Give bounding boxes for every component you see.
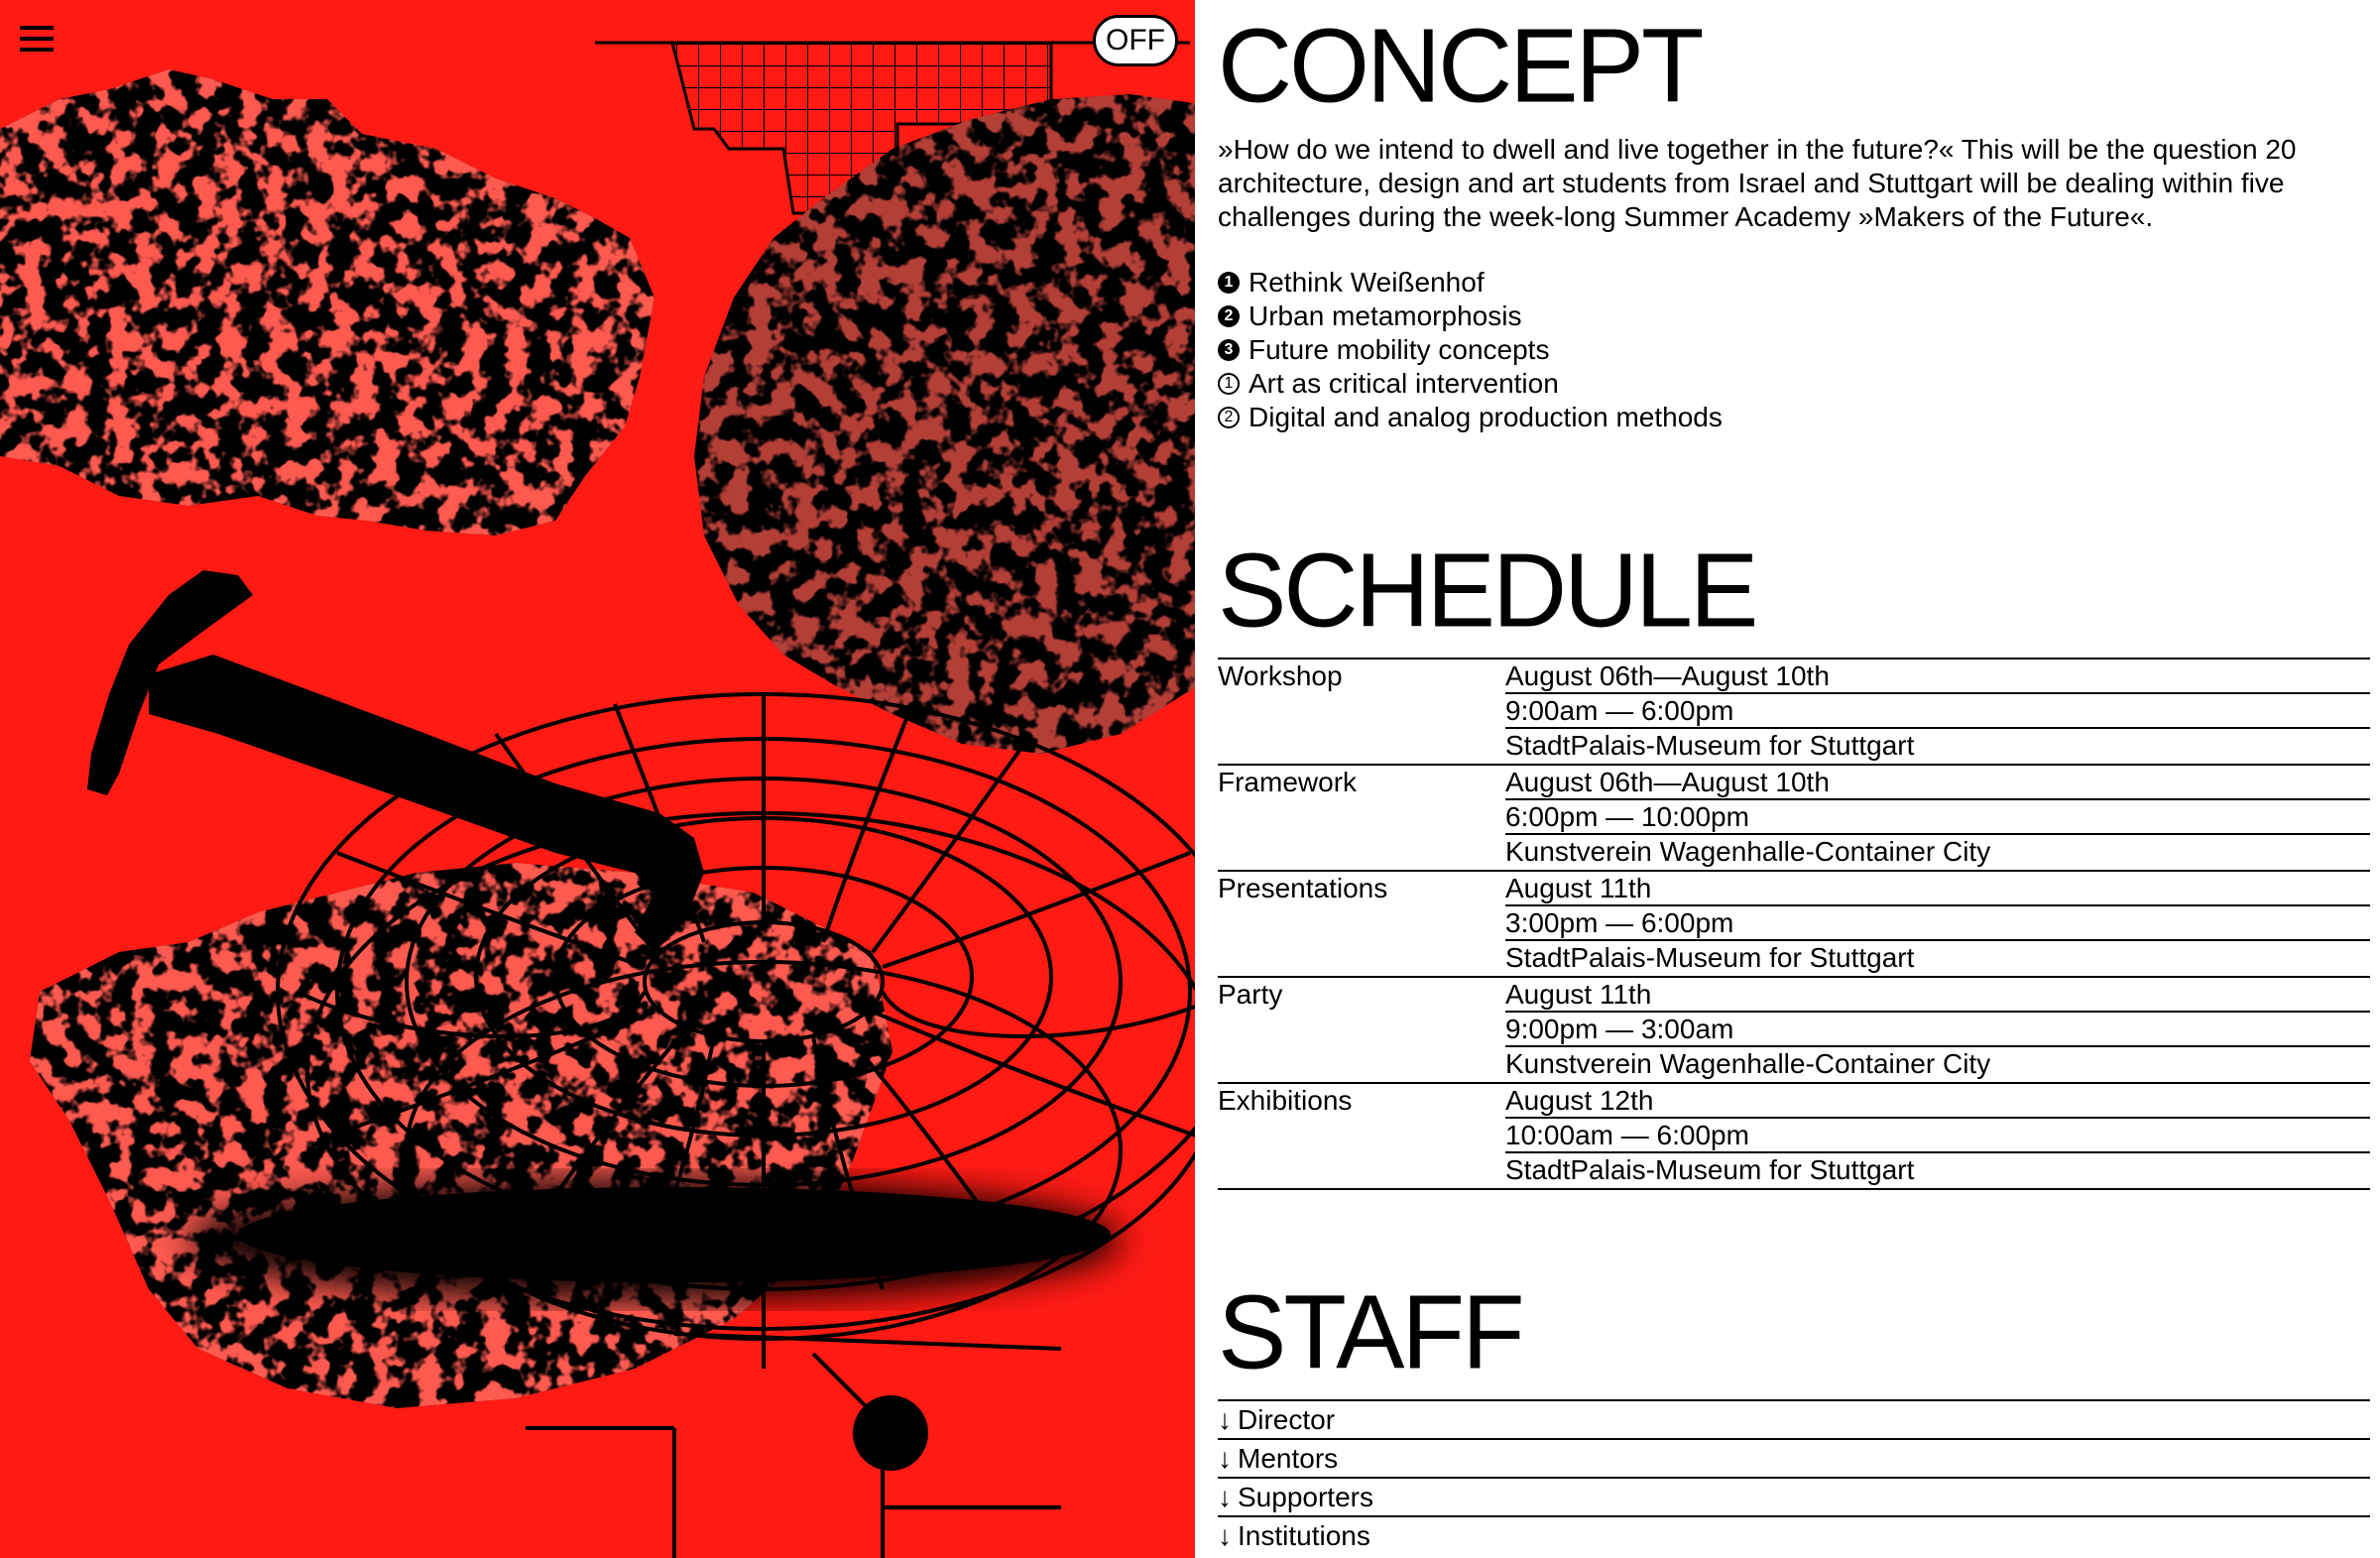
staff-item-supporters[interactable] <box>1218 1477 2370 1515</box>
hamburger-icon-bar <box>20 37 54 41</box>
event-name-spacer <box>1218 1013 1505 1047</box>
challenge-label: Digital and analog production methods <box>1249 402 1723 432</box>
schedule-row <box>1218 729 2370 764</box>
staff-item-director[interactable] <box>1218 1399 2370 1438</box>
event-name-spacer <box>1218 1047 1505 1082</box>
event-name-spacer <box>1218 800 1505 835</box>
event-name-spacer <box>1218 729 1505 764</box>
event-date: August 06th—August 10th <box>1505 659 2370 694</box>
event-date: August 06th—August 10th <box>1505 766 2370 800</box>
schedule-row <box>1218 1047 2370 1082</box>
staff-item-label: Director <box>1238 1404 1336 1435</box>
schedule-row <box>1218 1084 2370 1119</box>
challenges-list <box>1218 266 1723 434</box>
schedule-event <box>1218 658 2370 764</box>
dark-rock-top-right <box>694 94 1195 754</box>
event-date: August 11th <box>1505 978 2370 1013</box>
event-time: 10:00am — 6:00pm <box>1505 1119 2370 1153</box>
challenge-item <box>1218 300 1723 333</box>
event-name-spacer <box>1218 906 1505 941</box>
schedule-row <box>1218 978 2370 1013</box>
outlined-number-badge: 1 <box>1218 373 1240 395</box>
event-name: Framework <box>1218 767 1358 797</box>
schedule-title: SCHEDULE <box>1218 532 1756 651</box>
staff-list <box>1218 1399 2370 1554</box>
schedule-row <box>1218 800 2370 835</box>
challenge-label: Future mobility concepts <box>1249 334 1550 365</box>
event-name: Presentations <box>1218 873 1388 903</box>
event-name: Workshop <box>1218 660 1343 691</box>
staff-item-institutions[interactable] <box>1218 1515 2370 1554</box>
event-date: August 12th <box>1505 1084 2370 1119</box>
event-name-spacer <box>1218 941 1505 976</box>
concept-title: CONCEPT <box>1218 7 1702 126</box>
staff-item-label: Mentors <box>1238 1443 1339 1474</box>
off-toggle-button[interactable]: OFF <box>1093 15 1178 66</box>
schedule-row <box>1218 906 2370 941</box>
event-name-spacer <box>1218 694 1505 729</box>
event-time: 6:00pm — 10:00pm <box>1505 800 2370 835</box>
schedule-row <box>1218 872 2370 906</box>
schedule-row <box>1218 1013 2370 1047</box>
menu-button[interactable] <box>20 26 54 54</box>
landscape-rock-top-left <box>0 69 654 536</box>
event-name: Party <box>1218 979 1283 1010</box>
schedule-table <box>1218 658 2370 1190</box>
schedule-row <box>1218 835 2370 870</box>
schedule-row <box>1218 941 2370 976</box>
staff-title: STAFF <box>1218 1273 1522 1392</box>
event-place: StadtPalais-Museum for Stuttgart <box>1505 942 1915 973</box>
arrow-down-icon: ↓ <box>1218 1482 1232 1512</box>
event-name: Exhibitions <box>1218 1085 1353 1116</box>
schedule-row <box>1218 1119 2370 1153</box>
black-dot <box>853 1395 928 1471</box>
challenge-item <box>1218 367 1723 401</box>
event-time: 9:00am — 6:00pm <box>1505 694 2370 729</box>
event-place: StadtPalais-Museum for Stuttgart <box>1505 730 1915 761</box>
staff-item-label: Institutions <box>1238 1520 1370 1551</box>
hamburger-icon-bar <box>20 48 54 52</box>
event-place: Kunstverein Wagenhalle-Container City <box>1505 1048 1991 1079</box>
schedule-row <box>1218 659 2370 694</box>
schedule-divider <box>1218 1188 2370 1190</box>
schedule-event <box>1218 976 2370 1082</box>
staff-item-mentors[interactable] <box>1218 1438 2370 1477</box>
schedule-event <box>1218 764 2370 870</box>
event-place: Kunstverein Wagenhalle-Container City <box>1505 836 1991 867</box>
event-name-spacer <box>1218 1119 1505 1153</box>
schedule-event <box>1218 1082 2370 1188</box>
staff-item-label: Supporters <box>1238 1482 1373 1512</box>
arrow-down-icon: ↓ <box>1218 1520 1232 1551</box>
event-name-spacer <box>1218 1153 1505 1188</box>
schedule-row <box>1218 694 2370 729</box>
challenge-label: Rethink Weißenhof <box>1249 267 1485 298</box>
filled-number-badge: 1 <box>1218 272 1240 294</box>
challenge-item <box>1218 266 1723 300</box>
hamburger-icon-bar <box>20 26 54 30</box>
challenge-item <box>1218 401 1723 434</box>
challenge-item <box>1218 333 1723 367</box>
spray-stroke <box>188 1180 1121 1299</box>
concept-description: »How do we intend to dwell and live together in the future?« This will be the question 20 architecture, design and art students from Israel and Stuttgart will be dealing within five challenges during the week-long Summer Academy »Makers of the Future«. <box>1218 134 2297 232</box>
schedule-row <box>1218 1153 2370 1188</box>
event-date: August 11th <box>1505 872 2370 906</box>
arrow-down-icon: ↓ <box>1218 1443 1232 1474</box>
challenge-label: Urban metamorphosis <box>1249 300 1522 331</box>
schedule-event <box>1218 870 2370 976</box>
filled-number-badge: 3 <box>1218 339 1240 361</box>
schedule-row <box>1218 766 2370 800</box>
challenge-label: Art as critical intervention <box>1249 368 1559 399</box>
arrow-down-icon: ↓ <box>1218 1404 1232 1435</box>
event-time: 3:00pm — 6:00pm <box>1505 906 2370 941</box>
outlined-number-badge: 2 <box>1218 407 1240 428</box>
event-time: 9:00pm — 3:00am <box>1505 1013 2370 1047</box>
filled-number-badge: 2 <box>1218 305 1240 327</box>
event-name-spacer <box>1218 835 1505 870</box>
event-place: StadtPalais-Museum for Stuttgart <box>1505 1154 1915 1185</box>
